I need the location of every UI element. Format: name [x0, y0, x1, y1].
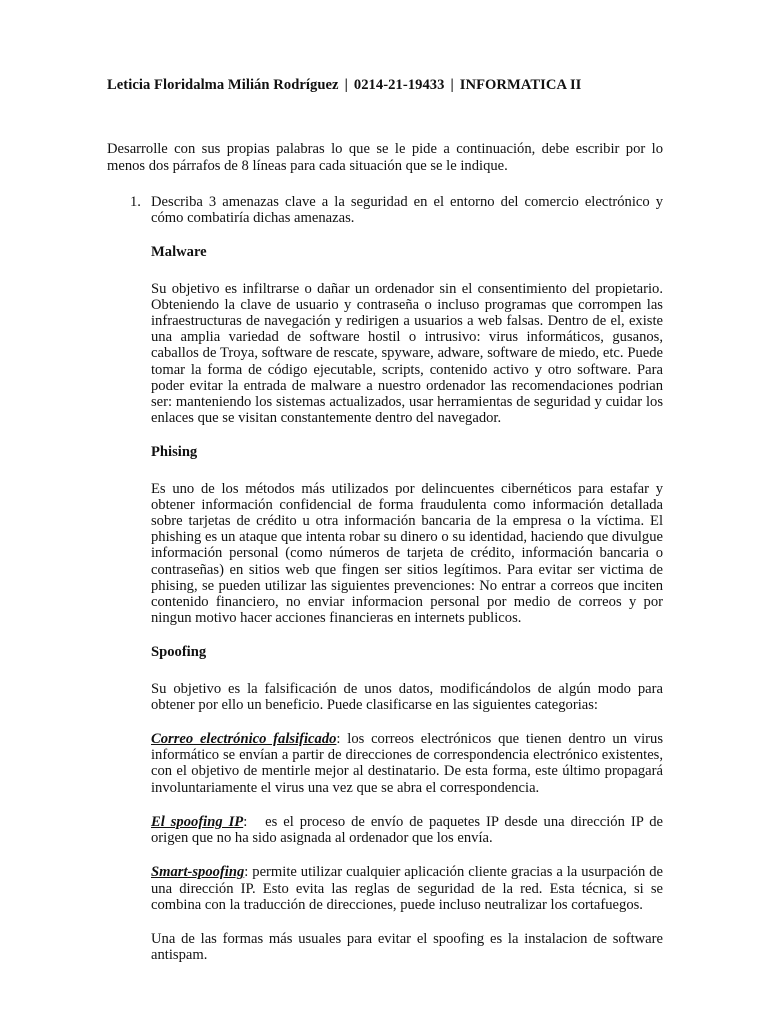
spoofing-type-smart: Smart-spoofing: permite utilizar cualquier aplicación cliente gracias a la usurpación de una dirección IP. Esto evita las reglas de seguridad de la red. Esta técnica, si se combina con la traducción de direcciones, puede incluso neutralizar los cortafuegos.	[151, 864, 663, 913]
malware-paragraph: Su objetivo es infiltrarse o dañar un ordenador sin el consentimiento del propietario. Obteniendo la clave de usuario y contraseña o incluso programas que corrompen las infraestructuras de navegación y redirigen a usuarios a web falsas. Dentro de el, existe una amplia variedad de software hostil o intrusivo: virus informáticos, gusanos, caballos de Troya, software de rescate, spyware, adware, software de miedo, etc. Puede tomar la forma de código ejecutable, scripts, contenido activo y otro software. Para poder evitar la entrada de malware a nuestro ordenador las recomendaciones podrian ser: manteniendo los sistemas actualizados, usar herramientas de seguridad y cuidar los enlaces que se visitan constantemente dentro del navegador.	[151, 280, 663, 427]
student-id: 0214-21-19433	[353, 77, 445, 93]
term-smart-spoofing: Smart-spoofing	[151, 864, 245, 881]
term-email-spoofing: Correo electrónico falsificado	[151, 731, 337, 748]
section-heading-phising: Phising	[151, 444, 198, 461]
section-heading-malware: Malware	[151, 244, 207, 261]
header-separator: |	[450, 77, 454, 93]
question-number: 1.	[130, 194, 141, 210]
spoofing-type-ip: El spoofing IP: es el proceso de envío de paquetes IP desde una dirección IP de origen que no ha sido asignada al ordenador que los envía.	[151, 813, 667, 847]
spoofing-closing-paragraph: Una de las formas más usuales para evitar el spoofing es la instalacion de software antispam.	[151, 930, 663, 964]
spoofing-type-email: Correo electrónico falsificado: los correos electrónicos que tienen dentro un virus informático se envían a partir de direcciones de correspondencia electrónico existentes, con el objetivo de mentirle mejor al destinatario. De esta forma, este último propagará involuntariamente el virus una vez que se abra el correspondencia.	[151, 731, 663, 796]
author-name: Leticia Floridalma Milián Rodríguez	[107, 77, 339, 93]
course-name: INFORMATICA II	[459, 77, 582, 93]
header-separator: |	[344, 77, 348, 93]
question-block	[130, 194, 667, 964]
phising-paragraph: Es uno de los métodos más utilizados por delincuentes cibernéticos para estafar y obtener información confidencial de forma fraudulenta como información detallada sobre tarjetas de crédito u otra información bancaria de la empresa o la víctima. El phishing es un ataque que intenta robar su dinero o su identidad, haciendo que divulgue información personal (como números de tarjeta de crédito, información bancaria o contraseñas) en sitios web que fingen ser sitios legítimos. Para evitar ser victima de phising, se pueden utilizar las siguientes prevenciones: No entrar a correos que inciten contenido financiero, no enviar informacion personal por medio de correos y por ningun motivo hacer acciones financieras en internets publicos.	[151, 480, 663, 627]
instructions-paragraph: Desarrolle con sus propias palabras lo que se le pide a continuación, debe escribir por lo menos dos párrafos de 8 líneas para cada situación que se le indique.	[107, 140, 663, 174]
section-heading-spoofing: Spoofing	[151, 644, 207, 661]
document-header	[107, 77, 581, 94]
question-text: Describa 3 amenazas clave a la seguridad en el entorno del comercio electrónico y cómo combatiría dichas amenazas.	[151, 194, 663, 227]
term-ip-spoofing: El spoofing IP	[151, 813, 244, 830]
spoofing-paragraph: Su objetivo es la falsificación de unos datos, modificándolos de algún modo para obtener por ello un beneficio. Puede clasificarse en las siguientes categorias:	[151, 680, 663, 713]
